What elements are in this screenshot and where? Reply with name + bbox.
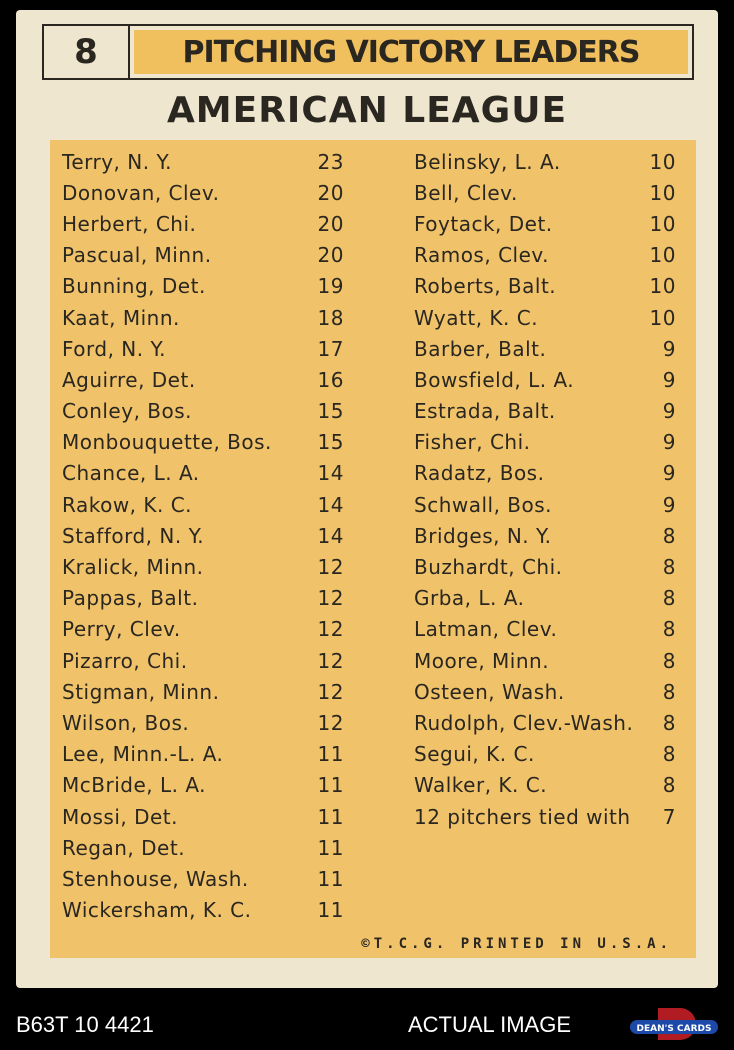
win-count: 8 [662,742,676,767]
logo-text: DEAN'S CARDS [636,1024,712,1034]
win-count: 10 [649,305,676,330]
pitcher-name: Lee, Minn.-L. A. [62,742,224,767]
win-count: 12 [317,586,344,611]
stat-row [62,302,344,333]
win-count: 8 [662,555,676,580]
stat-row [62,739,344,770]
left-column [62,146,344,926]
pitcher-name: Conley, Bos. [62,399,193,424]
win-count: 15 [317,430,344,455]
win-count: 11 [317,742,344,767]
win-count: 10 [649,211,676,236]
pitcher-name: Foytack, Det. [414,211,553,236]
pitcher-name: Radatz, Bos. [414,461,545,486]
win-count: 11 [317,773,344,798]
win-count: 11 [317,804,344,829]
win-count: 17 [317,336,344,361]
pitcher-name: Ford, N. Y. [62,336,167,361]
stat-row [414,208,676,239]
pitcher-name: Bridges, N. Y. [414,523,552,548]
win-count: 15 [317,399,344,424]
win-count: 10 [649,243,676,268]
win-count: 11 [317,835,344,860]
stat-row [62,551,344,582]
pitcher-name: Roberts, Balt. [414,274,557,299]
stat-row [62,364,344,395]
pitcher-name: Schwall, Bos. [414,492,553,517]
stat-row [414,551,676,582]
win-count: 12 [317,648,344,673]
pitcher-name: Stigman, Minn. [62,679,220,704]
pitcher-name: Moore, Minn. [414,648,550,673]
win-count: 8 [662,679,676,704]
pitcher-name: Pascual, Minn. [62,243,212,268]
pitcher-name: Latman, Clev. [414,617,558,642]
pitcher-name: Chance, L. A. [62,461,200,486]
win-count: 9 [662,430,676,455]
win-count: 18 [317,305,344,330]
pitcher-name: Wyatt, K. C. [414,305,539,330]
stat-row [414,770,676,801]
stat-row [62,333,344,364]
pitcher-name: Kaat, Minn. [62,305,180,330]
stat-row [62,676,344,707]
stat-row [62,707,344,738]
pitcher-name: Fisher, Chi. [414,430,531,455]
stat-row [414,520,676,551]
copyright-footer: ©T.C.G. PRINTED IN U.S.A. [361,936,672,952]
win-count: 8 [662,648,676,673]
stat-row [62,208,344,239]
win-count: 14 [317,461,344,486]
pitcher-name: Kralick, Minn. [62,555,204,580]
win-count: 12 [317,710,344,735]
pitcher-name: Pizarro, Chi. [62,648,188,673]
pitcher-name: Grba, L. A. [414,586,525,611]
pitcher-name: Bunning, Det. [62,274,206,299]
win-count: 20 [317,211,344,236]
stat-row [414,614,676,645]
win-count: 19 [317,274,344,299]
pitcher-name: Rudolph, Clev.-Wash. [414,710,634,735]
card-title: PITCHING VICTORY LEADERS [134,30,688,74]
pitcher-name: Bell, Clev. [414,180,518,205]
win-count: 9 [662,461,676,486]
win-count: 12 [317,679,344,704]
pitcher-name: Regan, Det. [62,835,186,860]
win-count: 12 [317,617,344,642]
win-count: 8 [662,710,676,735]
win-count: 9 [662,367,676,392]
pitcher-name: Barber, Balt. [414,336,547,361]
pitcher-name: Pappas, Balt. [62,586,199,611]
pitcher-name: Herbert, Chi. [62,211,197,236]
stat-row [62,801,344,832]
pitcher-name: Terry, N. Y. [62,149,172,174]
stat-row [62,520,344,551]
stat-row [62,427,344,458]
actual-image-label: ACTUAL IMAGE [408,1012,571,1037]
stat-row [62,489,344,520]
stat-row [62,240,344,271]
win-count: 8 [662,523,676,548]
win-count: 10 [649,180,676,205]
stat-row [414,676,676,707]
win-count: 12 [317,555,344,580]
win-count: 14 [317,523,344,548]
pitcher-name: Estrada, Balt. [414,399,556,424]
stat-row [62,895,344,926]
pitcher-name: Stafford, N. Y. [62,523,205,548]
stat-row [62,770,344,801]
win-count: 7 [662,804,676,829]
stat-row [62,146,344,177]
win-count: 10 [649,149,676,174]
league-heading: AMERICAN LEAGUE [166,90,568,131]
stat-row [414,489,676,520]
pitcher-name: 12 pitchers tied with [414,804,631,829]
stat-row [414,271,676,302]
stat-row [414,364,676,395]
stat-row [414,583,676,614]
pitcher-name: Buzhardt, Chi. [414,555,563,580]
stat-row [62,614,344,645]
bottom-bar [0,1000,734,1050]
cert-id: B63T 10 4421 [16,1012,154,1037]
stats-panel [50,140,696,958]
stat-row [414,645,676,676]
win-count: 11 [317,898,344,923]
win-count: 8 [662,617,676,642]
stat-row [414,427,676,458]
pitcher-name: Wickersham, K. C. [62,898,252,923]
stat-row [414,739,676,770]
pitcher-name: Stenhouse, Wash. [62,866,249,891]
win-count: 8 [662,773,676,798]
stat-row [62,271,344,302]
stat-row [414,458,676,489]
pitcher-name: Osteen, Wash. [414,679,565,704]
stat-row [62,177,344,208]
win-count: 20 [317,180,344,205]
stat-row [62,645,344,676]
pitcher-name: Aguirre, Det. [62,367,196,392]
win-count: 11 [317,866,344,891]
pitcher-name: Perry, Clev. [62,617,181,642]
stat-row [414,146,676,177]
stat-row [62,863,344,894]
pitcher-name: Donovan, Clev. [62,180,220,205]
win-count: 8 [662,586,676,611]
stat-row [414,177,676,208]
pitcher-name: Mossi, Det. [62,804,179,829]
stat-row [62,458,344,489]
card-number: 8 [42,24,130,80]
stat-row [414,333,676,364]
win-count: 9 [662,399,676,424]
card-back [16,10,718,988]
right-column [414,146,676,832]
win-count: 9 [662,492,676,517]
win-count: 14 [317,492,344,517]
win-count: 23 [317,149,344,174]
pitcher-name: Rakow, K. C. [62,492,193,517]
stat-row [414,302,676,333]
pitcher-name: Walker, K. C. [414,773,548,798]
win-count: 20 [317,243,344,268]
pitcher-name: Monbouquette, Bos. [62,430,272,455]
stat-row [414,707,676,738]
title-banner [130,24,694,80]
stat-row [62,832,344,863]
pitcher-name: Belinsky, L. A. [414,149,561,174]
win-count: 10 [649,274,676,299]
deans-cards-logo [628,1006,720,1046]
pitcher-name: Segui, K. C. [414,742,535,767]
pitcher-name: Wilson, Bos. [62,710,190,735]
stat-row [414,396,676,427]
stat-row [62,583,344,614]
win-count: 16 [317,367,344,392]
stat-row [414,240,676,271]
pitcher-name: Bowsfield, L. A. [414,367,575,392]
pitcher-name: McBride, L. A. [62,773,207,798]
pitcher-name: Ramos, Clev. [414,243,550,268]
win-count: 9 [662,336,676,361]
stat-row [62,396,344,427]
stat-row [414,801,676,832]
